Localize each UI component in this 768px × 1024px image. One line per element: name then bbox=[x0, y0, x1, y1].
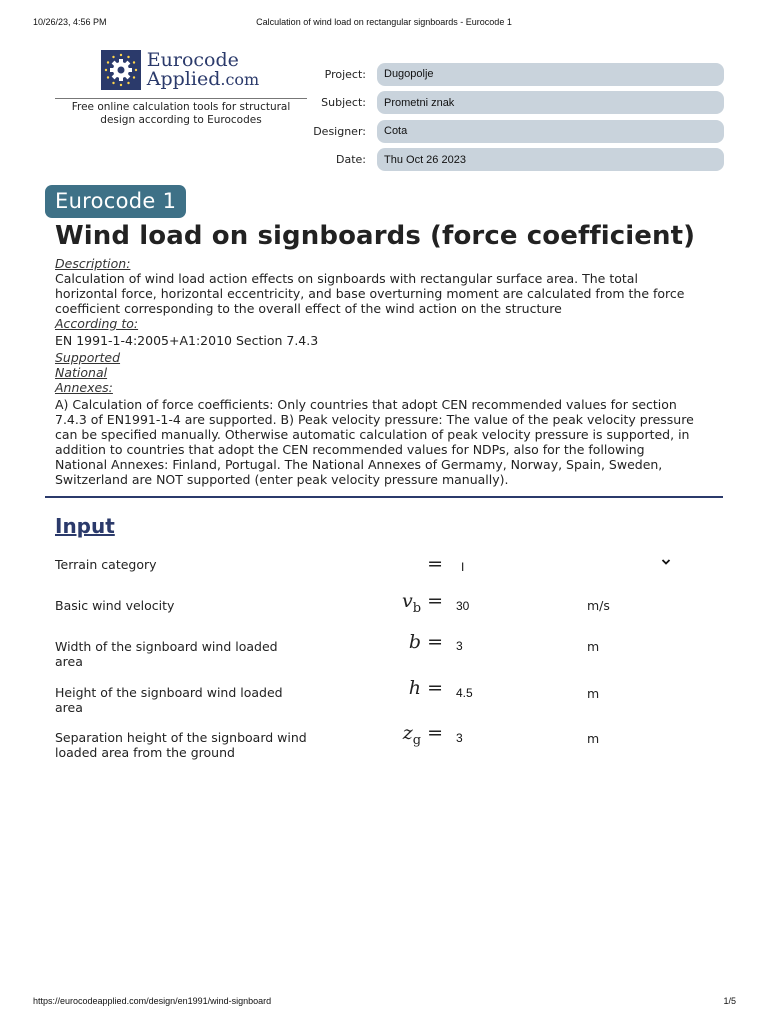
logo[interactable] bbox=[53, 50, 307, 90]
logo-divider bbox=[55, 98, 307, 99]
designer-label: Designer: bbox=[313, 124, 366, 138]
zg-eq: = bbox=[427, 722, 443, 744]
logo-block bbox=[55, 50, 307, 127]
separation-height-unit: m bbox=[587, 731, 600, 746]
width-unit: m bbox=[587, 639, 600, 654]
annexes-label-line3: Annexes: bbox=[55, 380, 113, 395]
vb-symbol-letter: v bbox=[401, 590, 413, 612]
gear-stars-logo-icon bbox=[101, 50, 141, 90]
description-section bbox=[55, 256, 715, 487]
annexes-line3: can be specified manually. Otherwise automatic calculation of peak velocity pressure is supported, in bbox=[55, 427, 690, 442]
logo-wordmark bbox=[147, 51, 259, 89]
width-label bbox=[55, 639, 315, 669]
project-meta bbox=[300, 60, 724, 174]
annexes-line5: National Annexes: Finland, Portugal. The National Annexes of Germamy, Norway, Spain, Sweden, bbox=[55, 457, 663, 472]
zg-symbol-sub: g bbox=[412, 732, 422, 748]
annexes-line4: addition to countries that adopt the CEN recommended values for NDPs, also for the following bbox=[55, 442, 645, 457]
project-row bbox=[300, 60, 724, 89]
designer-row bbox=[300, 117, 724, 146]
basic-wind-velocity-input[interactable]: 30 bbox=[456, 599, 470, 613]
annexes-label-line1: Supported bbox=[55, 350, 121, 365]
logo-line1: Eurocode bbox=[146, 49, 239, 71]
date-label: Date: bbox=[336, 153, 366, 167]
description-label: Description: bbox=[55, 256, 131, 271]
height-label-line2: area bbox=[55, 700, 83, 715]
page-title: Wind load on signboards (force coefficient) bbox=[55, 221, 696, 251]
terrain-eq: = bbox=[427, 553, 443, 575]
basic-wind-velocity-label: Basic wind velocity bbox=[55, 598, 175, 613]
date-field[interactable]: Thu Oct 26 2023 bbox=[377, 148, 724, 171]
separation-height-row bbox=[55, 722, 715, 772]
input-heading: Input bbox=[55, 514, 115, 538]
logo-tagline bbox=[55, 101, 307, 127]
print-doc-title: Calculation of wind load on rectangular signboards - Eurocode 1 bbox=[256, 17, 512, 27]
separation-height-label bbox=[55, 730, 315, 760]
annexes-line6: Switzerland are NOT supported (enter peak velocity pressure manually). bbox=[55, 472, 509, 487]
subject-field[interactable]: Prometni znak bbox=[377, 91, 724, 114]
print-footer bbox=[0, 996, 768, 1008]
according-label: According to: bbox=[55, 316, 139, 331]
footer-page-number: 1/5 bbox=[723, 996, 736, 1006]
annexes-label-line2: National bbox=[55, 365, 108, 380]
logo-line2-suffix: .com bbox=[220, 70, 260, 89]
logo-line2 bbox=[147, 70, 259, 89]
description-line2: horizontal force, horizontal eccentricity, and base overturning moment are calculated from the force bbox=[55, 286, 685, 301]
print-datetime: 10/26/23, 4:56 PM bbox=[33, 17, 107, 27]
height-label bbox=[55, 685, 315, 715]
tagline-line1: Free online calculation tools for structural bbox=[71, 101, 291, 113]
zg-symbol bbox=[403, 722, 443, 748]
h-symbol bbox=[409, 677, 443, 699]
vb-symbol-sub: b bbox=[412, 600, 422, 616]
h-eq: = bbox=[427, 677, 443, 699]
separation-label-line1: Separation height of the signboard wind bbox=[55, 730, 307, 745]
tagline-line2: design according to Eurocodes bbox=[100, 114, 262, 126]
subject-row bbox=[300, 89, 724, 118]
project-field[interactable]: Dugopolje bbox=[377, 63, 724, 86]
eurocode-badge: Eurocode 1 bbox=[45, 185, 186, 218]
designer-field[interactable]: Cota bbox=[377, 120, 724, 143]
chevron-down-icon[interactable] bbox=[661, 557, 671, 570]
description-line1: Calculation of wind load action effects on signboards with rectangular surface area. The total bbox=[55, 271, 638, 286]
b-symbol-letter: b bbox=[408, 631, 422, 653]
terrain-category-symbol bbox=[427, 553, 443, 575]
date-row bbox=[300, 146, 724, 175]
zg-symbol-letter: z bbox=[402, 722, 413, 744]
basic-wind-velocity-unit: m/s bbox=[587, 598, 610, 613]
separation-label-line2: loaded area from the ground bbox=[55, 745, 235, 760]
footer-url[interactable]: https://eurocodeapplied.com/design/en1991/wind-signboard bbox=[33, 996, 272, 1006]
subject-label: Subject: bbox=[321, 96, 366, 110]
terrain-category-row bbox=[55, 552, 715, 596]
section-divider bbox=[45, 496, 723, 498]
project-label: Project: bbox=[324, 67, 366, 81]
height-row bbox=[55, 677, 715, 728]
annexes-line2: 7.4.3 of EN1991-1-4 are supported. B) Peak velocity pressure: The value of the peak velocity pressure bbox=[55, 412, 694, 427]
b-symbol bbox=[409, 631, 443, 653]
height-unit: m bbox=[587, 686, 600, 701]
input-list bbox=[55, 552, 715, 772]
b-eq: = bbox=[427, 631, 443, 653]
height-label-line1: Height of the signboard wind loaded bbox=[55, 685, 283, 700]
width-label-line2: area bbox=[55, 654, 83, 669]
width-input[interactable]: 3 bbox=[456, 639, 463, 653]
vb-symbol bbox=[402, 590, 443, 616]
terrain-category-label: Terrain category bbox=[55, 557, 157, 572]
h-symbol-letter: h bbox=[408, 677, 422, 699]
logo-line2-main: Applied bbox=[146, 68, 221, 90]
basic-wind-velocity-row bbox=[55, 590, 715, 640]
terrain-category-select[interactable]: I bbox=[461, 560, 465, 574]
annexes-line1: A) Calculation of force coefficients: Only countries that adopt CEN recommended values for section bbox=[55, 397, 677, 412]
separation-height-input[interactable]: 3 bbox=[456, 731, 463, 745]
print-header bbox=[0, 17, 768, 29]
width-label-line1: Width of the signboard wind loaded bbox=[55, 639, 278, 654]
height-input[interactable]: 4.5 bbox=[456, 686, 473, 700]
according-text: EN 1991-1-4:2005+A1:2010 Section 7.4.3 bbox=[55, 333, 319, 348]
vb-eq: = bbox=[427, 590, 443, 612]
width-row bbox=[55, 631, 715, 684]
description-line3: coefficient corresponding to the overall effect of the wind action on the structure bbox=[55, 301, 562, 316]
